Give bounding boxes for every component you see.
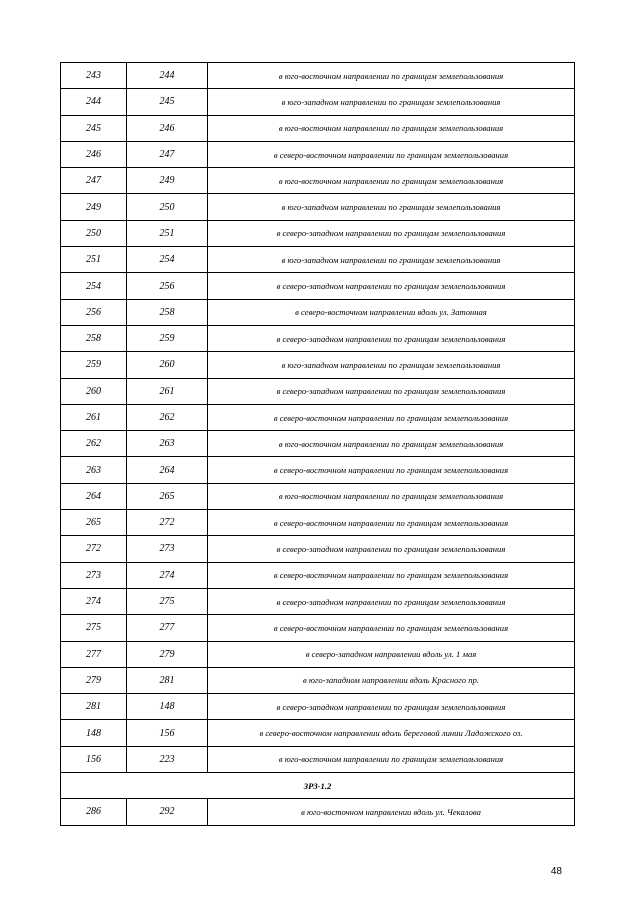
to-point-cell: 272 — [127, 510, 208, 536]
from-point-cell: 148 — [61, 720, 127, 746]
direction-cell: в северо-восточном направлении вдоль ул. Затонная — [208, 299, 575, 325]
from-point-cell: 244 — [61, 89, 127, 115]
to-point-cell: 261 — [127, 378, 208, 404]
from-point-cell: 250 — [61, 220, 127, 246]
direction-cell: в северо-западном направлении по границам землепользования — [208, 325, 575, 351]
direction-cell: в юго-восточном направлении по границам землепользования — [208, 168, 575, 194]
to-point-cell: 244 — [127, 63, 208, 89]
from-point-cell: 251 — [61, 247, 127, 273]
from-point-cell: 264 — [61, 483, 127, 509]
table-row — [61, 115, 575, 141]
table-row — [61, 404, 575, 430]
to-point-cell: 258 — [127, 299, 208, 325]
from-point-cell: 261 — [61, 404, 127, 430]
from-point-cell: 279 — [61, 667, 127, 693]
direction-cell: в юго-западном направлении вдоль Красного пр. — [208, 667, 575, 693]
direction-cell: в юго-западном направлении по границам землепользования — [208, 194, 575, 220]
table-row — [61, 247, 575, 273]
to-point-cell: 223 — [127, 746, 208, 772]
direction-cell: в северо-восточном направлении вдоль береговой линии Ладожского оз. — [208, 720, 575, 746]
to-point-cell: 264 — [127, 457, 208, 483]
from-point-cell: 277 — [61, 641, 127, 667]
direction-cell: в юго-восточном направлении по границам землепользования — [208, 63, 575, 89]
table-row — [61, 720, 575, 746]
table-row — [61, 510, 575, 536]
table-row — [61, 220, 575, 246]
from-point-cell: 249 — [61, 194, 127, 220]
from-point-cell: 281 — [61, 694, 127, 720]
direction-cell: в юго-восточном направлении по границам землепользования — [208, 483, 575, 509]
direction-cell: в северо-западном направлении по границам землепользования — [208, 273, 575, 299]
from-point-cell: 246 — [61, 141, 127, 167]
direction-cell: в северо-западном направлении вдоль ул. 1 мая — [208, 641, 575, 667]
table-row — [61, 431, 575, 457]
from-point-cell: 275 — [61, 615, 127, 641]
to-point-cell: 246 — [127, 115, 208, 141]
to-point-cell: 265 — [127, 483, 208, 509]
table-row — [61, 141, 575, 167]
direction-cell: в северо-восточном направлении по границам землепользования — [208, 510, 575, 536]
direction-cell: в юго-западном направлении по границам землепользования — [208, 89, 575, 115]
from-point-cell: 256 — [61, 299, 127, 325]
from-point-cell: 263 — [61, 457, 127, 483]
to-point-cell: 281 — [127, 667, 208, 693]
to-point-cell: 148 — [127, 694, 208, 720]
page-number: 48 — [550, 866, 562, 877]
direction-cell: в северо-западном направлении по границам землепользования — [208, 536, 575, 562]
table-row — [61, 325, 575, 351]
from-point-cell: 274 — [61, 588, 127, 614]
from-point-cell: 156 — [61, 746, 127, 772]
table-row — [61, 378, 575, 404]
to-point-cell: 247 — [127, 141, 208, 167]
table-row — [61, 299, 575, 325]
from-point-cell: 260 — [61, 378, 127, 404]
direction-cell: в северо-западном направлении по границам землепользования — [208, 378, 575, 404]
table-row — [61, 168, 575, 194]
table-row — [61, 63, 575, 89]
boundary-table — [60, 62, 575, 826]
direction-cell: в северо-восточном направлении по границам землепользования — [208, 615, 575, 641]
direction-cell: в юго-западном направлении по границам землепользования — [208, 247, 575, 273]
from-point-cell: 247 — [61, 168, 127, 194]
table-row — [61, 588, 575, 614]
from-point-cell: 259 — [61, 352, 127, 378]
table-body-main — [61, 63, 575, 773]
to-point-cell: 273 — [127, 536, 208, 562]
direction-cell: в юго-восточном направлении вдоль ул. Чекалова — [208, 799, 575, 825]
to-point-cell: 156 — [127, 720, 208, 746]
section-title: ЗР3-1.2 — [61, 773, 575, 799]
to-point-cell: 250 — [127, 194, 208, 220]
to-point-cell: 292 — [127, 799, 208, 825]
from-point-cell: 272 — [61, 536, 127, 562]
direction-cell: в юго-восточном направлении по границам землепользования — [208, 746, 575, 772]
direction-cell: в северо-западном направлении по границам землепользования — [208, 220, 575, 246]
direction-cell: в северо-восточном направлении по границам землепользования — [208, 562, 575, 588]
to-point-cell: 245 — [127, 89, 208, 115]
to-point-cell: 263 — [127, 431, 208, 457]
direction-cell: в северо-западном направлении по границам землепользования — [208, 588, 575, 614]
direction-cell: в юго-восточном направлении по границам землепользования — [208, 115, 575, 141]
table-row — [61, 273, 575, 299]
table-body-section — [61, 799, 575, 825]
from-point-cell: 243 — [61, 63, 127, 89]
to-point-cell: 279 — [127, 641, 208, 667]
table-row — [61, 536, 575, 562]
from-point-cell: 286 — [61, 799, 127, 825]
section-row — [61, 773, 575, 799]
to-point-cell: 260 — [127, 352, 208, 378]
table-row — [61, 562, 575, 588]
table-section-header — [61, 773, 575, 799]
to-point-cell: 254 — [127, 247, 208, 273]
direction-cell: в юго-западном направлении по границам землепользования — [208, 352, 575, 378]
direction-cell: в северо-восточном направлении по границам землепользования — [208, 141, 575, 167]
to-point-cell: 259 — [127, 325, 208, 351]
table-row — [61, 457, 575, 483]
to-point-cell: 274 — [127, 562, 208, 588]
table-row — [61, 694, 575, 720]
table-row — [61, 746, 575, 772]
from-point-cell: 254 — [61, 273, 127, 299]
table-row — [61, 194, 575, 220]
table-row — [61, 89, 575, 115]
to-point-cell: 262 — [127, 404, 208, 430]
table-row — [61, 799, 575, 825]
to-point-cell: 249 — [127, 168, 208, 194]
from-point-cell: 273 — [61, 562, 127, 588]
to-point-cell: 277 — [127, 615, 208, 641]
table-row — [61, 352, 575, 378]
direction-cell: в северо-восточном направлении по границам землепользования — [208, 457, 575, 483]
table-row — [61, 615, 575, 641]
to-point-cell: 275 — [127, 588, 208, 614]
table-row — [61, 483, 575, 509]
direction-cell: в юго-восточном направлении по границам землепользования — [208, 431, 575, 457]
table-row — [61, 667, 575, 693]
from-point-cell: 258 — [61, 325, 127, 351]
to-point-cell: 251 — [127, 220, 208, 246]
direction-cell: в северо-западном направлении по границам землепользования — [208, 694, 575, 720]
from-point-cell: 245 — [61, 115, 127, 141]
to-point-cell: 256 — [127, 273, 208, 299]
table-row — [61, 641, 575, 667]
from-point-cell: 265 — [61, 510, 127, 536]
direction-cell: в северо-восточном направлении по границам землепользования — [208, 404, 575, 430]
from-point-cell: 262 — [61, 431, 127, 457]
